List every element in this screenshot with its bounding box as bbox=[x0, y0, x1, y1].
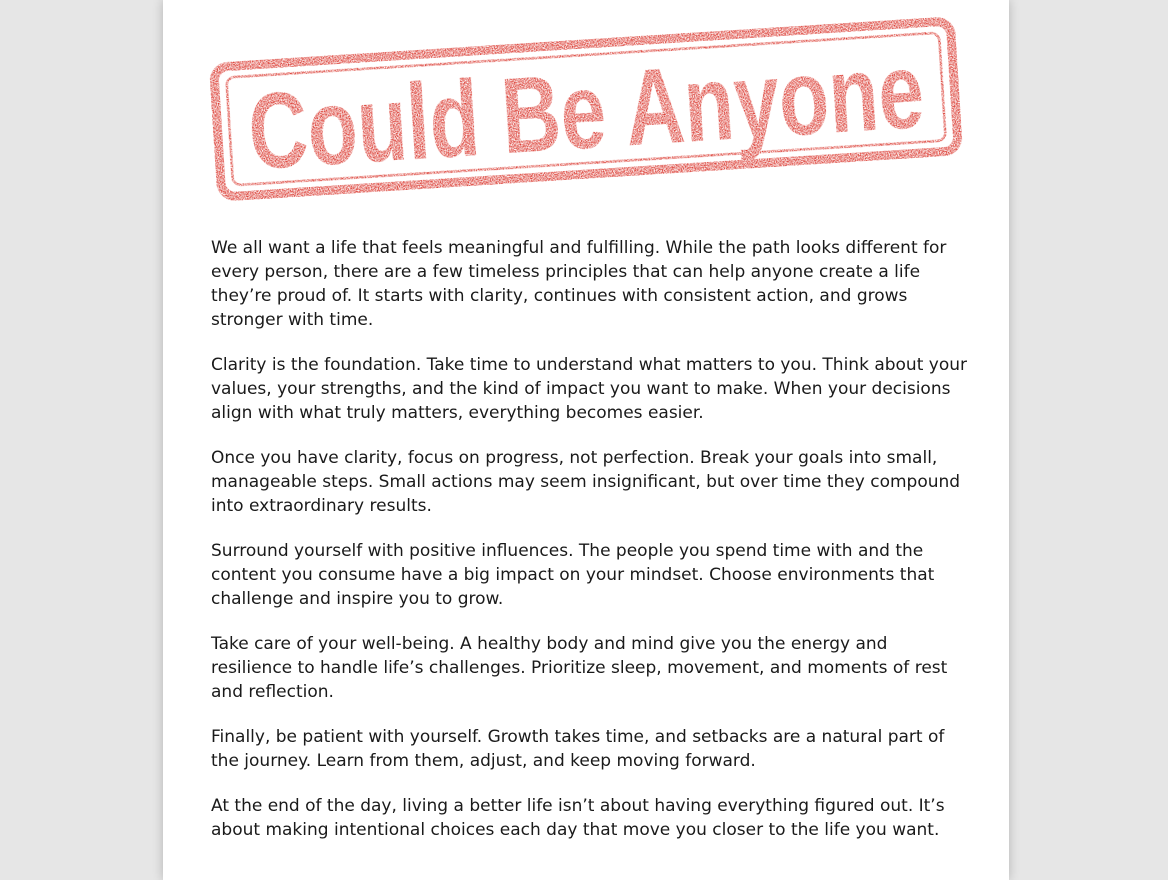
paragraph: Surround yourself with positive influences. The people you spend time with and the content you consume have a big impact on your mindset. Choose environments that challenge and inspire you to grow. bbox=[211, 541, 935, 609]
paragraph: We all want a life that feels meaningful and fulfilling. While the path looks different for every person, there are a few timeless principles that can help anyone create a life they’re proud of. It starts with clarity, continues with consistent action, and grows stronger with time. bbox=[211, 238, 947, 330]
paragraph: Take care of your well-being. A healthy body and mind give you the energy and resilience to handle life’s challenges. Prioritize sleep, movement, and moments of rest and reflection. bbox=[211, 634, 948, 702]
paragraph: Once you have clarity, focus on progress, not perfection. Break your goals into small, manageable steps. Small actions may seem insignificant, but over time they compound into extraordinary results. bbox=[211, 448, 961, 516]
paragraph: Clarity is the foundation. Take time to understand what matters to you. Think about your values, your strengths, and the kind of impact you want to make. When your decisions align with what truly matters, everything becomes easier. bbox=[211, 355, 968, 423]
paragraph: At the end of the day, living a better life isn’t about having everything figured out. It’s about making intentional choices each day that move you closer to the life you want. bbox=[211, 796, 945, 840]
stamp-graphic bbox=[205, 6, 1147, 212]
rubber-stamp bbox=[205, 6, 1147, 212]
document-page bbox=[163, 0, 1147, 880]
article-body bbox=[211, 236, 971, 863]
stamp-text: Could Be Anyone bbox=[244, 15, 1147, 193]
paragraph: Finally, be patient with yourself. Growth takes time, and setbacks are a natural part of the journey. Learn from them, adjust, and keep moving forward. bbox=[211, 727, 945, 771]
